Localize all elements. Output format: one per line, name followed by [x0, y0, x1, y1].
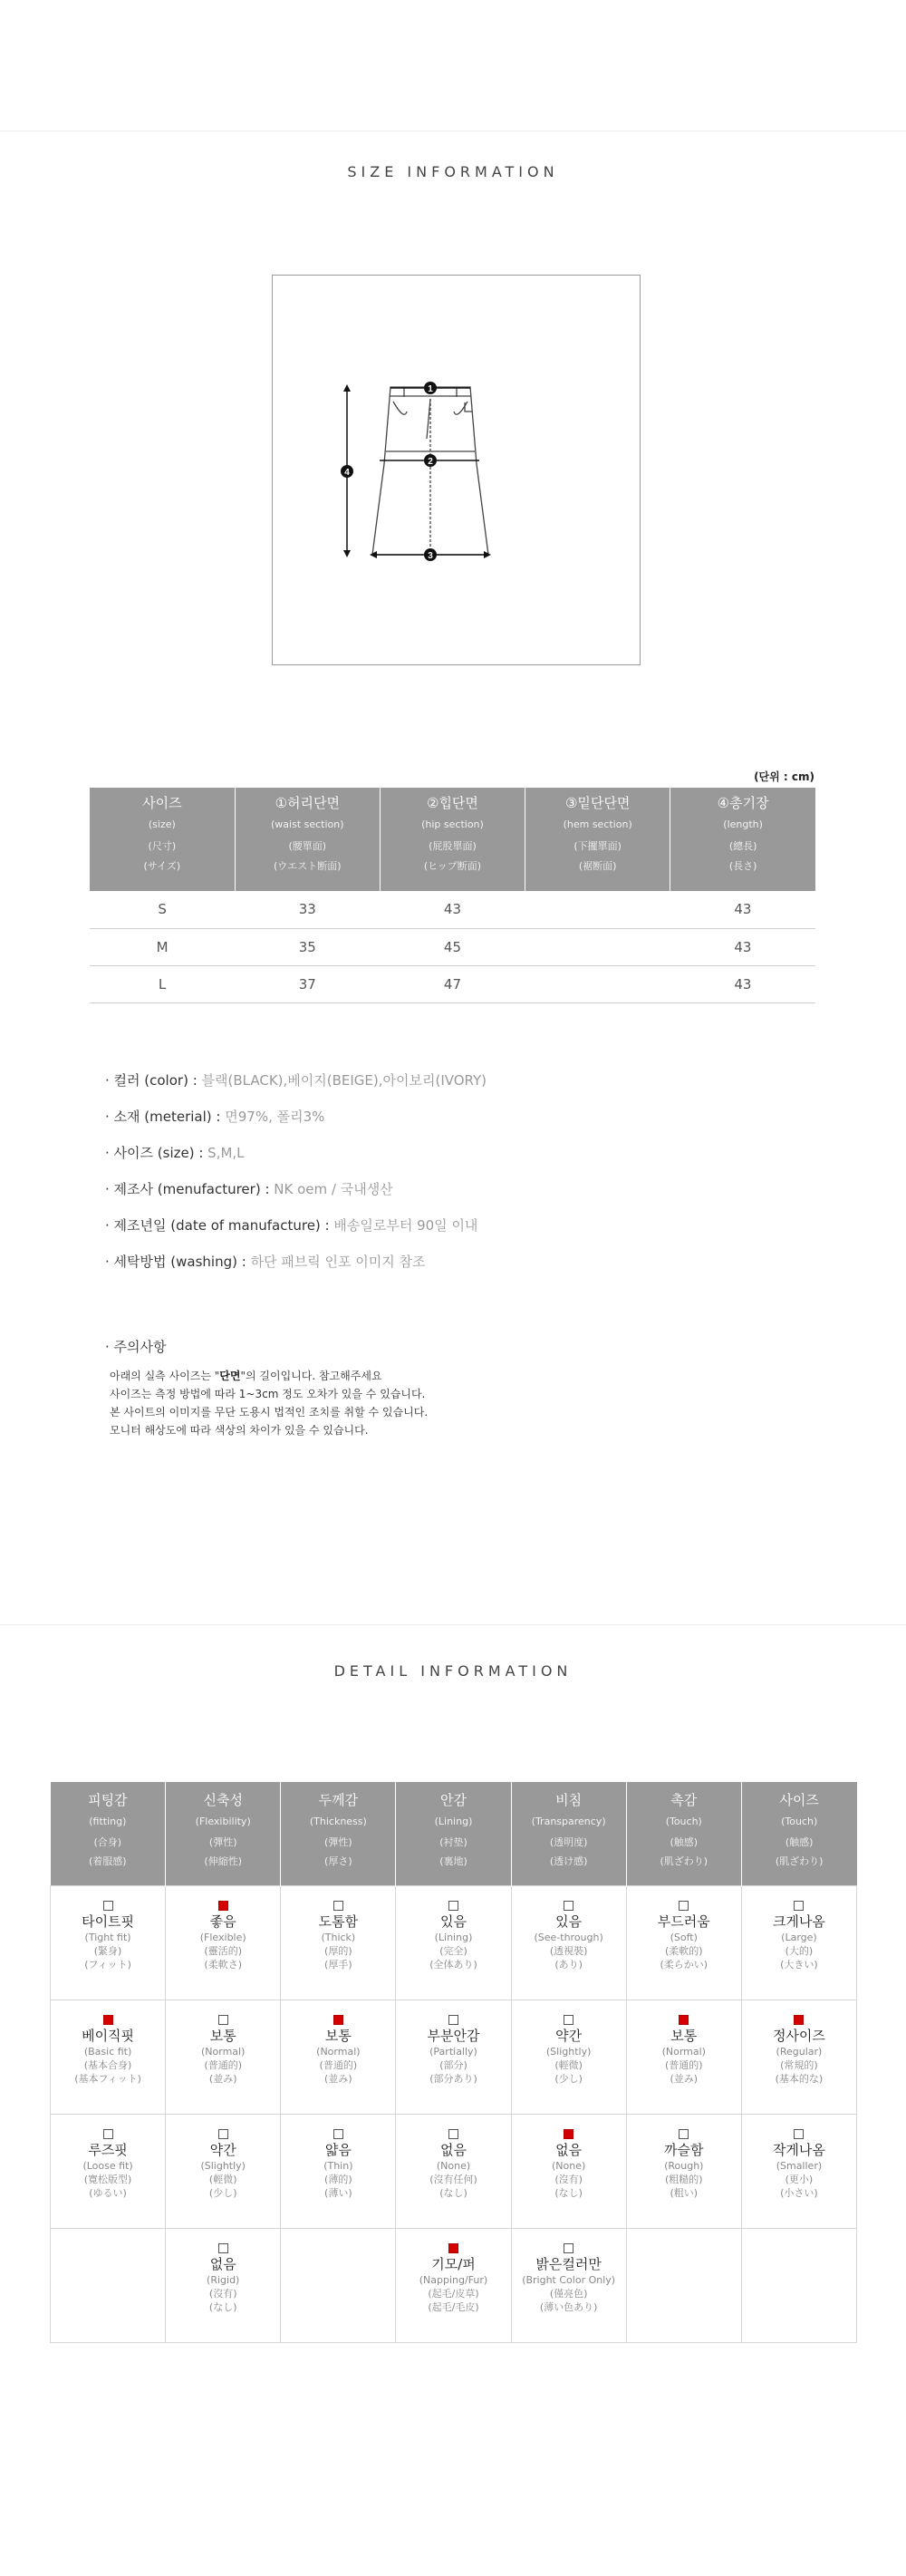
caution-line-1: 아래의 실측 사이즈는 "단면"의 길이입니다. 참고해주세요 — [110, 1370, 382, 1382]
option-jp: (少し) — [208, 2186, 237, 2199]
spec-value: 블랙(BLACK),베이지(BEIGE),아이보리(IVORY) — [201, 1072, 487, 1089]
column-title: 신축성 — [203, 1792, 243, 1808]
option-label: 까슬함 — [664, 2141, 704, 2158]
column-ko: (下擺單面) — [573, 840, 622, 852]
option-ko: (沒有) — [208, 2287, 237, 2300]
option-label: 크게나옴 — [772, 1913, 825, 1930]
option-jp: (なし) — [439, 2186, 467, 2199]
detail-column-header — [51, 1782, 166, 1885]
option-jp: (粗い) — [670, 2186, 699, 2199]
spec-label: · 컬러 (color) : — [105, 1072, 198, 1089]
spec-value: 면97%, 폴리3% — [225, 1109, 325, 1125]
checked-box-icon — [564, 2129, 573, 2139]
column-jp: (伸縮性) — [204, 1855, 242, 1867]
option-en: (Napping/Fur) — [419, 2273, 488, 2286]
option-label: 기모/퍼 — [431, 2255, 476, 2272]
option-label: 부분안감 — [427, 2027, 480, 2044]
column-ko: (屁股單面) — [429, 840, 477, 852]
spec-list — [105, 1070, 487, 1287]
option-ko: (靈活的) — [204, 1944, 242, 1957]
column-title: 사이즈 — [779, 1792, 819, 1808]
detail-cell — [51, 2114, 166, 2228]
detail-cell — [511, 2228, 626, 2342]
detail-cell — [166, 2000, 281, 2114]
spec-value: 배송일로부터 90일 이내 — [333, 1217, 478, 1234]
option-en: (See-through) — [534, 1931, 603, 1943]
option-label: 없음 — [209, 2255, 236, 2272]
option-en: (Bright Color Only) — [522, 2273, 616, 2286]
column-en: (hem section) — [563, 818, 632, 830]
spec-label: · 제조사 (menufacturer) : — [105, 1181, 270, 1197]
option-jp: (フィット) — [84, 1958, 131, 1971]
detail-column-header — [281, 1782, 396, 1885]
size-cell: 47 — [380, 965, 525, 1002]
column-ko: (透明度) — [549, 1836, 588, 1848]
spec-label: · 사이즈 (size) : — [105, 1145, 204, 1161]
detail-cell — [51, 1885, 166, 2000]
unchecked-box-icon — [333, 1901, 343, 1911]
checked-box-icon — [103, 2015, 113, 2025]
column-ko: (合身) — [93, 1836, 122, 1848]
option-ko: (基本合身) — [83, 2058, 132, 2071]
detail-cell — [626, 1885, 741, 2000]
checked-box-icon — [679, 2015, 689, 2025]
column-title: ②힙단면 — [427, 795, 478, 811]
option-en: (Lining) — [434, 1931, 473, 1943]
spec-label: · 소재 (meterial) : — [105, 1109, 221, 1125]
marker-1: 1 — [428, 384, 433, 394]
option-jp: (厚手) — [324, 1958, 352, 1971]
detail-cell — [626, 2000, 741, 2114]
detail-cell — [626, 2228, 741, 2342]
option-en: (Regular) — [776, 2045, 823, 2058]
column-title: ④총기장 — [717, 795, 769, 811]
unchecked-box-icon — [333, 2129, 343, 2139]
column-title: ①허리단면 — [275, 795, 340, 811]
marker-4: 4 — [344, 468, 350, 478]
detail-cell — [281, 2228, 396, 2342]
option-label: 약간 — [555, 2027, 583, 2044]
option-en: (Thick) — [321, 1931, 356, 1943]
column-title: 안감 — [440, 1792, 467, 1808]
column-en: (Thickness) — [309, 1816, 367, 1827]
detail-cell — [51, 2000, 166, 2114]
spec-label: · 세탁방법 (washing) : — [105, 1254, 246, 1270]
column-en: (Touch) — [781, 1816, 818, 1827]
option-label: 베이직핏 — [82, 2027, 135, 2044]
detail-cell — [166, 2228, 281, 2342]
spec-item — [105, 1215, 487, 1251]
unchecked-box-icon — [679, 1901, 689, 1911]
size-cell: 43 — [670, 928, 815, 965]
option-label: 도톰함 — [318, 1913, 359, 1930]
spec-item — [105, 1142, 487, 1178]
detail-cell — [511, 1885, 626, 2000]
option-label: 없음 — [440, 2141, 467, 2158]
option-jp: (全体あり) — [429, 1958, 477, 1971]
unchecked-box-icon — [218, 2243, 228, 2253]
option-jp: (起毛/毛皮) — [428, 2300, 479, 2313]
option-jp: (基本的な) — [775, 2072, 824, 2085]
unchecked-box-icon — [218, 2015, 228, 2025]
option-ko: (更小) — [785, 2173, 814, 2185]
option-en: (Smaller) — [776, 2159, 823, 2172]
checked-box-icon — [218, 1901, 228, 1911]
option-jp: (小さい) — [780, 2186, 818, 2199]
column-en: (waist section) — [271, 818, 344, 830]
spec-value: NK oem / 국내생산 — [274, 1181, 393, 1197]
option-label: 보통 — [670, 2027, 698, 2044]
size-cell: S — [90, 891, 235, 928]
detail-row — [51, 2228, 857, 2342]
detail-column-header — [511, 1782, 626, 1885]
option-jp: (柔軟さ) — [204, 1958, 242, 1971]
column-title: 비침 — [555, 1792, 583, 1808]
option-ko: (部分) — [439, 2058, 467, 2071]
detail-cell — [741, 1885, 856, 2000]
option-en: (Partially) — [429, 2045, 477, 2058]
option-jp: (並み) — [670, 2072, 699, 2085]
column-ko: (触感) — [670, 1836, 699, 1848]
column-jp: (長さ) — [728, 860, 757, 872]
column-en: (hip section) — [421, 818, 484, 830]
column-jp: (裏地) — [439, 1855, 467, 1867]
option-label: 없음 — [555, 2141, 583, 2158]
option-en: (Normal) — [316, 2045, 361, 2058]
size-table — [90, 788, 815, 1003]
detail-column-header — [396, 1782, 511, 1885]
detail-section-title: DETAIL INFORMATION — [333, 1662, 573, 1680]
skirt-diagram — [272, 275, 641, 665]
detail-cell — [396, 1885, 511, 2000]
option-en: (Normal) — [201, 2045, 246, 2058]
caution-line-2: 사이즈는 측정 방법에 따라 1~3cm 정도 오차가 있을 수 있습니다. — [110, 1388, 426, 1400]
option-en: (Flexible) — [199, 1931, 246, 1943]
option-ko: (普通的) — [204, 2058, 242, 2071]
option-ko: (寛松版型) — [83, 2173, 132, 2185]
option-label: 있음 — [555, 1913, 583, 1930]
unit-label: (단위 : cm) — [754, 770, 814, 783]
option-ko: (完全) — [439, 1944, 467, 1957]
size-section-title: SIZE INFORMATION — [347, 163, 559, 180]
size-column-header — [380, 788, 525, 891]
option-en: (None) — [436, 2159, 471, 2172]
size-cell: 43 — [670, 965, 815, 1002]
option-ko: (透視裝) — [549, 1944, 588, 1957]
unchecked-box-icon — [448, 1901, 458, 1911]
spec-item — [105, 1070, 487, 1106]
column-ko: (尺寸) — [148, 840, 177, 852]
option-ko: (緊身) — [93, 1944, 122, 1957]
column-jp: (ヒップ断面) — [423, 860, 482, 872]
option-ko: (輕微) — [208, 2173, 237, 2185]
detail-column-header — [741, 1782, 856, 1885]
column-ko: (彈性) — [324, 1836, 352, 1848]
detail-cell — [396, 2228, 511, 2342]
size-column-header — [525, 788, 670, 891]
option-en: (Soft) — [670, 1931, 698, 1943]
spec-item — [105, 1178, 487, 1215]
option-en: (None) — [551, 2159, 586, 2172]
detail-cell — [396, 2114, 511, 2228]
option-ko: (沒有) — [554, 2173, 583, 2185]
unchecked-box-icon — [679, 2129, 689, 2139]
detail-cell — [281, 1885, 396, 2000]
column-title: ③밑단단면 — [564, 795, 631, 811]
size-cell — [525, 891, 670, 928]
option-en: (Tight fit) — [84, 1931, 131, 1943]
column-jp: (厚さ) — [324, 1855, 352, 1867]
unchecked-box-icon — [564, 1901, 573, 1911]
option-label: 보통 — [209, 2027, 236, 2044]
column-en: (size) — [148, 818, 176, 830]
size-cell: 43 — [380, 891, 525, 928]
column-en: (Transparency) — [531, 1816, 606, 1827]
unchecked-box-icon — [448, 2015, 458, 2025]
checked-box-icon — [794, 2015, 804, 2025]
caution-line-4: 모니터 해상도에 따라 색상의 차이가 있을 수 있습니다. — [110, 1424, 369, 1437]
option-ko: (普通的) — [319, 2058, 358, 2071]
mid-divider — [0, 1624, 906, 1625]
detail-cell — [166, 1885, 281, 2000]
option-jp: (柔らかい) — [660, 1958, 708, 1971]
option-jp: (なし) — [554, 2186, 583, 2199]
column-jp: (裾断面) — [578, 860, 617, 872]
size-column-header — [670, 788, 815, 891]
option-label: 좋음 — [209, 1913, 236, 1930]
option-jp: (基本フィット) — [74, 2072, 141, 2085]
size-row — [90, 891, 815, 928]
checked-box-icon — [448, 2243, 458, 2253]
option-jp: (並み) — [208, 2072, 237, 2085]
option-label: 루즈핏 — [88, 2141, 128, 2158]
column-jp: (着服感) — [89, 1855, 127, 1867]
column-ko: (衬垫) — [439, 1836, 467, 1848]
option-ko: (柔軟的) — [664, 1944, 703, 1957]
detail-row — [51, 1885, 857, 2000]
option-ko: (輕微) — [554, 2058, 583, 2071]
size-cell: 35 — [235, 928, 380, 965]
size-cell: 43 — [670, 891, 815, 928]
checked-box-icon — [333, 2015, 343, 2025]
option-en: (Basic fit) — [83, 2045, 132, 2058]
spec-value: S,M,L — [207, 1145, 245, 1161]
detail-cell — [281, 2114, 396, 2228]
size-column-header — [235, 788, 380, 891]
caution-title: · 주의사항 — [105, 1339, 167, 1355]
option-ko: (粗糙的) — [664, 2173, 703, 2185]
size-cell: L — [90, 965, 235, 1002]
marker-3: 3 — [428, 551, 433, 561]
option-ko: (沒有任何) — [429, 2173, 477, 2185]
spec-item — [105, 1106, 487, 1142]
caution-notes — [110, 1367, 428, 1439]
caution-line-3: 본 사이트의 이미지를 무단 도용시 법적인 조치를 취할 수 있습니다. — [110, 1406, 429, 1419]
detail-cell — [51, 2228, 166, 2342]
column-ko: (總長) — [728, 840, 757, 852]
option-en: (Loose fit) — [82, 2159, 133, 2172]
option-en: (Rigid) — [207, 2273, 240, 2286]
column-title: 사이즈 — [142, 795, 182, 811]
detail-cell — [511, 2114, 626, 2228]
option-ko: (普通的) — [664, 2058, 703, 2071]
detail-cell — [741, 2114, 856, 2228]
option-jp: (少し) — [554, 2072, 583, 2085]
detail-cell — [741, 2228, 856, 2342]
skirt-illustration — [273, 276, 641, 666]
spec-item — [105, 1251, 487, 1287]
option-en: (Normal) — [661, 2045, 706, 2058]
detail-row — [51, 2000, 857, 2114]
size-column-header — [90, 788, 235, 891]
size-cell — [525, 928, 670, 965]
option-label: 정사이즈 — [772, 2027, 825, 2044]
option-jp: (薄い色あり) — [539, 2300, 598, 2313]
option-ko: (起毛/皮草) — [428, 2287, 479, 2300]
column-jp: (ウエスト断面) — [273, 860, 342, 872]
option-label: 타이트핏 — [82, 1913, 135, 1930]
size-row — [90, 928, 815, 965]
column-en: (Touch) — [665, 1816, 702, 1827]
column-en: (Lining) — [434, 1816, 473, 1827]
column-title: 두께감 — [318, 1792, 359, 1808]
column-title: 피팅감 — [88, 1792, 128, 1808]
option-jp: (部分あり) — [429, 2072, 477, 2085]
option-jp: (大きい) — [780, 1958, 818, 1971]
column-title: 촉감 — [670, 1792, 698, 1808]
detail-cell — [626, 2114, 741, 2228]
size-cell: M — [90, 928, 235, 965]
option-ko: (大的) — [785, 1944, 814, 1957]
option-en: (Rough) — [664, 2159, 704, 2172]
option-ko: (薄的) — [324, 2173, 352, 2185]
column-ko: (彈性) — [208, 1836, 237, 1848]
option-jp: (薄い) — [324, 2186, 352, 2199]
unchecked-box-icon — [794, 1901, 804, 1911]
option-en: (Slightly) — [200, 2159, 246, 2172]
detail-cell — [281, 2000, 396, 2114]
option-jp: (ゆるい) — [89, 2186, 127, 2199]
option-ko: (僅亮色) — [549, 2287, 588, 2300]
unchecked-box-icon — [448, 2129, 458, 2139]
option-en: (Large) — [781, 1931, 817, 1943]
detail-cell — [741, 2000, 856, 2114]
option-ko: (厚的) — [324, 1944, 352, 1957]
unchecked-box-icon — [564, 2243, 573, 2253]
column-ko: (触感) — [785, 1836, 814, 1848]
detail-cell — [511, 2000, 626, 2114]
marker-2: 2 — [428, 457, 433, 467]
option-label: 작게나옴 — [772, 2141, 825, 2158]
spec-label: · 제조년일 (date of manufacture) : — [105, 1217, 330, 1234]
detail-column-header — [166, 1782, 281, 1885]
column-ko: (腰單面) — [288, 840, 327, 852]
option-en: (Thin) — [323, 2159, 353, 2172]
option-label: 있음 — [440, 1913, 467, 1930]
column-en: (length) — [723, 818, 763, 830]
unchecked-box-icon — [218, 2129, 228, 2139]
size-cell: 37 — [235, 965, 380, 1002]
column-jp: (肌ざわり) — [775, 1855, 824, 1867]
option-label: 부드러움 — [657, 1913, 710, 1930]
detail-cell — [396, 2000, 511, 2114]
unchecked-box-icon — [564, 2015, 573, 2025]
column-en: (fitting) — [89, 1816, 127, 1827]
option-jp: (なし) — [208, 2300, 237, 2313]
option-label: 약간 — [209, 2141, 236, 2158]
column-en: (Flexibility) — [195, 1816, 251, 1827]
size-cell: 33 — [235, 891, 380, 928]
size-row — [90, 965, 815, 1002]
detail-table — [50, 1782, 857, 2343]
detail-row — [51, 2114, 857, 2228]
detail-column-header — [626, 1782, 741, 1885]
option-jp: (あり) — [554, 1958, 583, 1971]
detail-cell — [166, 2114, 281, 2228]
column-jp: (肌ざわり) — [660, 1855, 708, 1867]
unchecked-box-icon — [103, 1901, 113, 1911]
unchecked-box-icon — [794, 2129, 804, 2139]
option-label: 얇음 — [324, 2141, 352, 2158]
unchecked-box-icon — [103, 2129, 113, 2139]
column-jp: (透け感) — [549, 1855, 588, 1867]
size-cell: 45 — [380, 928, 525, 965]
option-ko: (常規的) — [780, 2058, 818, 2071]
size-cell — [525, 965, 670, 1002]
option-label: 보통 — [324, 2027, 352, 2044]
option-jp: (並み) — [324, 2072, 352, 2085]
option-label: 밝은컬러만 — [535, 2255, 602, 2272]
column-jp: (サイズ) — [143, 860, 181, 872]
spec-value: 하단 패브릭 인포 이미지 참조 — [250, 1254, 426, 1270]
option-en: (Slightly) — [545, 2045, 592, 2058]
